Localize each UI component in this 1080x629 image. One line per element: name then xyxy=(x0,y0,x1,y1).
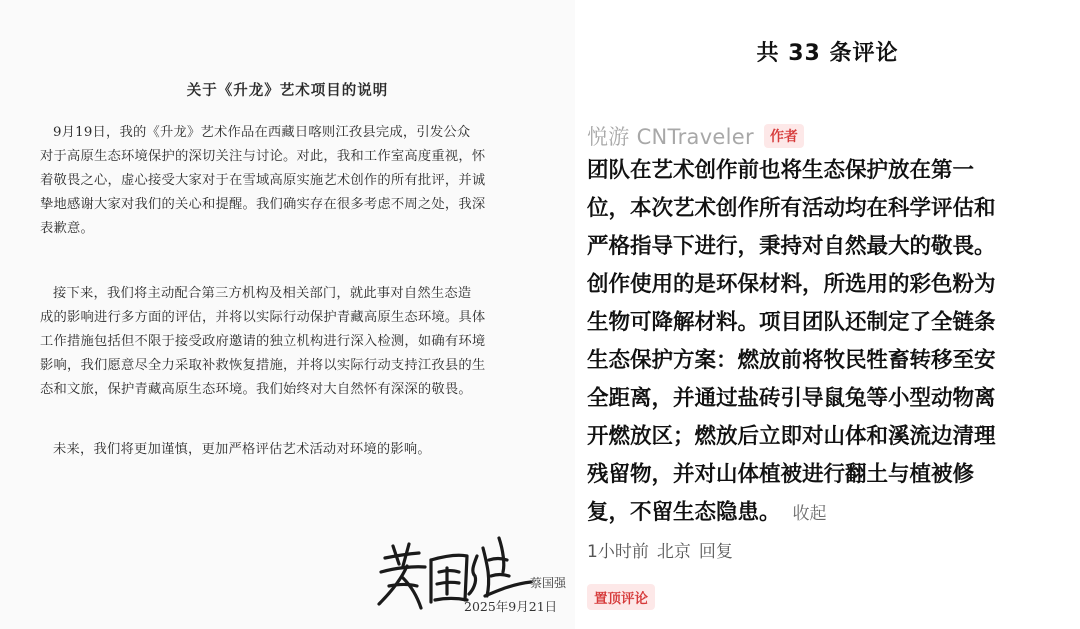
comments-panel xyxy=(575,0,1080,629)
letter-line: 成的影响进行多方面的评估，并将以实际行动保护青藏高原生态环境。具体 xyxy=(40,310,486,325)
comment-author-row xyxy=(587,122,804,150)
letter-line: 态和文旅，保护青藏高原生态环境。我们始终对大自然怀有深深的敬畏。 xyxy=(40,382,472,397)
comment-line: 生物可降解材料。项目团队还制定了全链条 xyxy=(587,310,996,335)
comment-location: 北京 xyxy=(656,542,691,562)
comment-line: 创作使用的是环保材料，所选用的彩色粉为 xyxy=(587,272,996,297)
author-badge: 作者 xyxy=(764,124,804,148)
letter-line: 表歉意。 xyxy=(40,221,94,236)
letter-line: 9月19日，我的《升龙》艺术作品在西藏日喀则江孜县完成，引发公众 xyxy=(53,125,471,140)
letter-title: 关于《升龙》艺术项目的说明 xyxy=(186,82,389,99)
letter-line: 挚地感谢大家对我们的关心和提醒。我们确实存在很多考虑不周之处，我深 xyxy=(40,197,486,212)
letter-paragraph-2 xyxy=(40,282,560,402)
letter-paragraph-1 xyxy=(40,121,560,241)
comment-line: 复，不留生态隐患。 xyxy=(587,500,781,525)
letter-line: 工作措施包括但不限于接受政府邀请的独立机构进行深入检测，如确有环境 xyxy=(40,334,486,349)
comment-body xyxy=(587,152,1067,533)
reply-button[interactable]: 回复 xyxy=(698,542,733,562)
letter-line: 接下来，我们将主动配合第三方机构及相关部门，就此事对自然生态造 xyxy=(53,286,472,301)
comment-author-name[interactable]: 悦游 CNTraveler xyxy=(587,125,754,149)
collapse-button[interactable]: 收起 xyxy=(792,504,827,524)
comment-line: 全距离，并通过盐砖引导鼠兔等小型动物离 xyxy=(587,386,996,411)
signature-name: 蔡国强 xyxy=(530,576,567,590)
signature-date: 2025年9月21日 xyxy=(464,599,558,614)
comment-last-line xyxy=(587,494,1067,533)
comment-line: 位，本次艺术创作所有活动均在科学评估和 xyxy=(587,196,996,221)
comment-meta xyxy=(587,537,733,562)
comment-line: 严格指导下进行，秉持对自然最大的敬畏。 xyxy=(587,234,996,259)
comment-time: 1小时前 xyxy=(587,542,649,562)
letter-line: 着敬畏之心，虚心接受大家对于在雪域高原实施艺术创作的所有批评，并诚 xyxy=(40,173,486,188)
comment-line: 残留物，并对山体植被进行翻土与植被修 xyxy=(587,462,975,487)
comment-count-header: 共 33 条评论 xyxy=(756,41,899,66)
letter-line: 对于高原生态环境保护的深切关注与讨论。对此，我和工作室高度重视，怀 xyxy=(40,149,486,164)
comment-line: 开燃放区；燃放后立即对山体和溪流边清理 xyxy=(587,424,996,449)
letter-line: 未来，我们将更加谨慎，更加严格评估艺术活动对环境的影响。 xyxy=(53,442,431,457)
comment-line: 生态保护方案：燃放前将牧民牲畜转移至安 xyxy=(587,348,996,373)
pinned-comment-badge: 置顶评论 xyxy=(587,584,655,610)
letter-line: 影响，我们愿意尽全力采取补救恢复措施，并将以实际行动支持江孜县的生 xyxy=(40,358,486,373)
comment-line: 团队在艺术创作前也将生态保护放在第一 xyxy=(587,158,975,183)
letter-paragraph-3 xyxy=(40,438,560,462)
